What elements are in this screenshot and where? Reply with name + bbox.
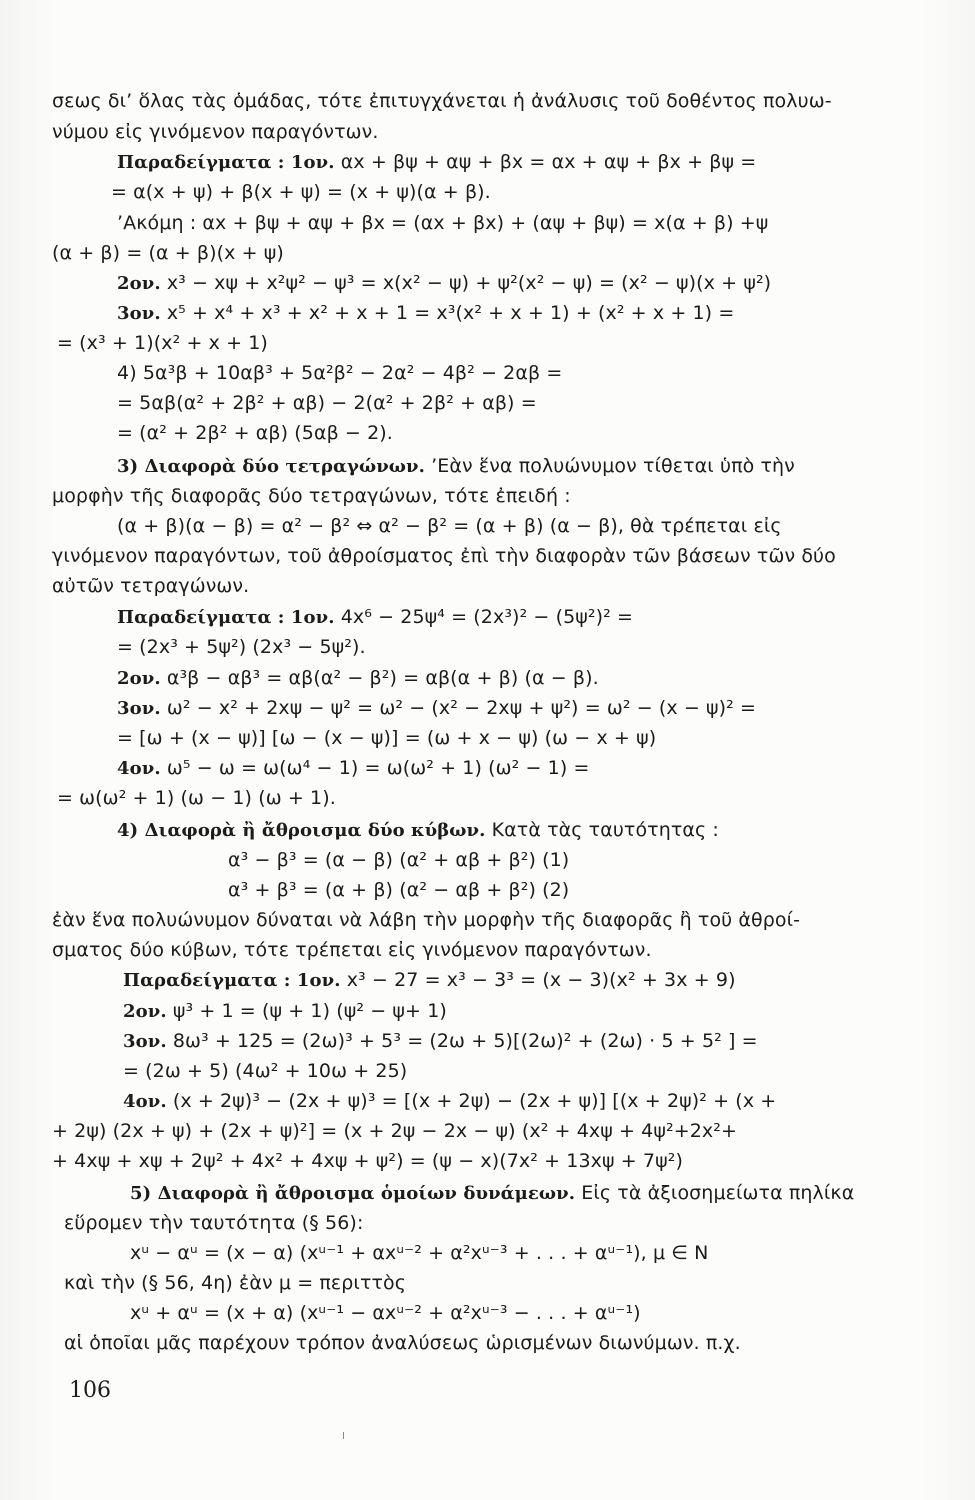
section-heading: 4) Διαφορὰ ἢ ἄθροισμα δύο κύβων. (117, 820, 486, 841)
identity-line: xᵘ + αᵘ = (x + α) (xᵘ⁻¹ − αxᵘ⁻² + α²xᵘ⁻³ − . . . + αᵘ⁻¹) (130, 1302, 641, 1324)
equation-line: + 4xψ + xψ + 2ψ² + 4x² + 4xψ + ψ²) = (ψ − x)(7x² + 13xψ + 7ψ²) (52, 1150, 683, 1172)
example-label: Παραδείγματα : 1ον. (123, 970, 341, 991)
text-line: νύμου εἰς γινόμενον παραγόντων. (52, 121, 379, 143)
equation-line: = 5αβ(α² + 2β² + αβ) − 2(α² + 2β² + αβ) = (117, 392, 537, 414)
text-line: καὶ τὴν (§ 56, 4η) ἐὰν μ = περιττὸς (64, 1272, 407, 1294)
equation-line: 2ον. x³ − xψ + x²ψ² − ψ³ = x(x² − ψ) + ψ²(x² − ψ) = (x² − ψ)(x + ψ²) (117, 272, 772, 294)
example-number: 2ον. (117, 668, 161, 689)
scan-mark (343, 1432, 344, 1439)
example-number: 2ον. (123, 1001, 167, 1022)
text-line: σεως δι’ ὅλας τὰς ὁμάδας, τότε ἐπιτυγχάνεται ἡ ἀνάλυσις τοῦ δοθέντος πολυω- (52, 90, 832, 112)
equation-line: = [ω + (x − ψ)] [ω − (x − ψ)] = (ω + x − ψ) (ω − x + ψ) (117, 727, 657, 749)
text-line: ἐὰν ἕνα πολυώνυμον δύναται νὰ λάβη τὴν μορφὴν τῆς διαφορᾶς ἢ τοῦ ἀθροί- (52, 909, 801, 931)
equation-line: 3ον. x⁵ + x⁴ + x³ + x² + x + 1 = x³(x² + x + 1) + (x² + x + 1) = (117, 302, 735, 324)
page-number: 106 (69, 1378, 111, 1403)
example-number: 3ον. (117, 698, 161, 719)
equation-line: 2ον. α³β − αβ³ = αβ(α² − β²) = αβ(α + β) (α − β). (117, 667, 599, 689)
example-number: 3ον. (117, 303, 161, 324)
identity-line: xᵘ − αᵘ = (x − α) (xᵘ⁻¹ + αxᵘ⁻² + α²xᵘ⁻³ + . . . + αᵘ⁻¹), μ ∈ N (130, 1242, 709, 1264)
identity-line: α³ − β³ = (α − β) (α² + αβ + β²) (1) (228, 849, 570, 871)
text-line: σματος δύο κύβων, τότε τρέπεται εἰς γινόμενον παραγόντων. (52, 939, 652, 961)
equation-line: (α + β) = (α + β)(x + ψ) (52, 242, 284, 264)
example-number: 4ον. (117, 758, 161, 779)
equation-line: 4ον. (x + 2ψ)³ − (2x + ψ)³ = [(x + 2ψ) − (2x + ψ)] [(x + 2ψ)² + (x + (123, 1090, 777, 1112)
text-line: αἱ ὁποῖαι μᾶς παρέχουν τρόπον ἀναλύσεως ὡρισμένων διωνύμων. π.χ. (64, 1332, 741, 1354)
example-heading-line: Παραδείγματα : 1ον. x³ − 27 = x³ − 3³ = (x − 3)(x² + 3x + 9) (123, 969, 736, 991)
example-label: Παραδείγματα : 1ον. (117, 152, 335, 173)
equation-line: 2ον. ψ³ + 1 = (ψ + 1) (ψ² − ψ+ 1) (123, 1000, 447, 1022)
section-heading-line: 4) Διαφορὰ ἢ ἄθροισμα δύο κύβων. Κατὰ τὰς ταυτότητας : (117, 819, 719, 841)
equation-line: 4) 5α³β + 10αβ³ + 5α²β² − 2α² − 4β² − 2αβ = (117, 362, 563, 384)
equation-line: 3ον. 8ω³ + 125 = (2ω)³ + 5³ = (2ω + 5)[(2ω)² + (2ω) · 5 + 5² ] = (123, 1030, 758, 1052)
equation-line: = ω(ω² + 1) (ω − 1) (ω + 1). (57, 787, 336, 809)
example-label: Παραδείγματα : 1ον. (117, 607, 335, 628)
example-number: 4ον. (123, 1091, 167, 1112)
text-line: αὐτῶν τετραγώνων. (52, 575, 250, 597)
example-heading-line: Παραδείγματα : 1ον. αx + βψ + αψ + βx = αx + αψ + βx + βψ = (117, 151, 757, 173)
example-number: 2ον. (117, 273, 161, 294)
equation-line: = (x³ + 1)(x² + x + 1) (57, 332, 268, 354)
text-line: γινόμενον παραγόντων, τοῦ ἀθροίσματος ἐπὶ τὴν διαφορὰν τῶν βάσεων τῶν δύο (52, 545, 836, 567)
section-heading: 3) Διαφορὰ δύο τετραγώνων. (117, 456, 425, 477)
section-heading: 5) Διαφορὰ ἢ ἄθροισμα ὁμοίων δυνάμεων. (130, 1183, 576, 1204)
example-number: 3ον. (123, 1031, 167, 1052)
example-heading-line: Παραδείγματα : 1ον. 4x⁶ − 25ψ⁴ = (2x³)² − (5ψ²)² = (117, 606, 634, 628)
text-line: εὕρομεν τὴν ταυτότητα (§ 56): (64, 1212, 364, 1234)
equation-line: = α(x + ψ) + β(x + ψ) = (x + ψ)(α + β). (111, 181, 491, 203)
equation-line: ’Ακόμη : αx + βψ + αψ + βx = (αx + βx) + (αψ + βψ) = x(α + β) +ψ (117, 212, 769, 234)
equation-line: 4ον. ω⁵ − ω = ω(ω⁴ − 1) = ω(ω² + 1) (ω² − 1) = (117, 757, 590, 779)
identity-line: α³ + β³ = (α + β) (α² − αβ + β²) (2) (228, 879, 570, 901)
text-line: μορφὴν τῆς διαφορᾶς δύο τετραγώνων, τότε ἐπειδή : (52, 485, 571, 507)
section-heading-line: 3) Διαφορὰ δύο τετραγώνων. ’Εὰν ἕνα πολυώνυμον τίθεται ὑπὸ τὴν (117, 455, 795, 477)
equation-line: = (2x³ + 5ψ²) (2x³ − 5ψ²). (117, 636, 366, 658)
equation-line: (α + β)(α − β) = α² − β² ⇔ α² − β² = (α + β) (α − β), θὰ τρέπεται εἰς (117, 515, 782, 537)
section-heading-line: 5) Διαφορὰ ἢ ἄθροισμα ὁμοίων δυνάμεων. Εἰς τὰ ἀξιοσημείωτα πηλίκα (130, 1182, 855, 1204)
equation-line: = (α² + 2β² + αβ) (5αβ − 2). (117, 422, 393, 444)
equation-line: + 2ψ) (2x + ψ) + (2x + ψ)²] = (x + 2ψ − 2x − ψ) (x² + 4xψ + 4ψ²+2x²+ (52, 1120, 738, 1142)
equation-line: 3ον. ω² − x² + 2xψ − ψ² = ω² − (x² − 2xψ + ψ²) = ω² − (x − ψ)² = (117, 697, 757, 719)
equation-line: = (2ω + 5) (4ω² + 10ω + 25) (123, 1060, 408, 1082)
